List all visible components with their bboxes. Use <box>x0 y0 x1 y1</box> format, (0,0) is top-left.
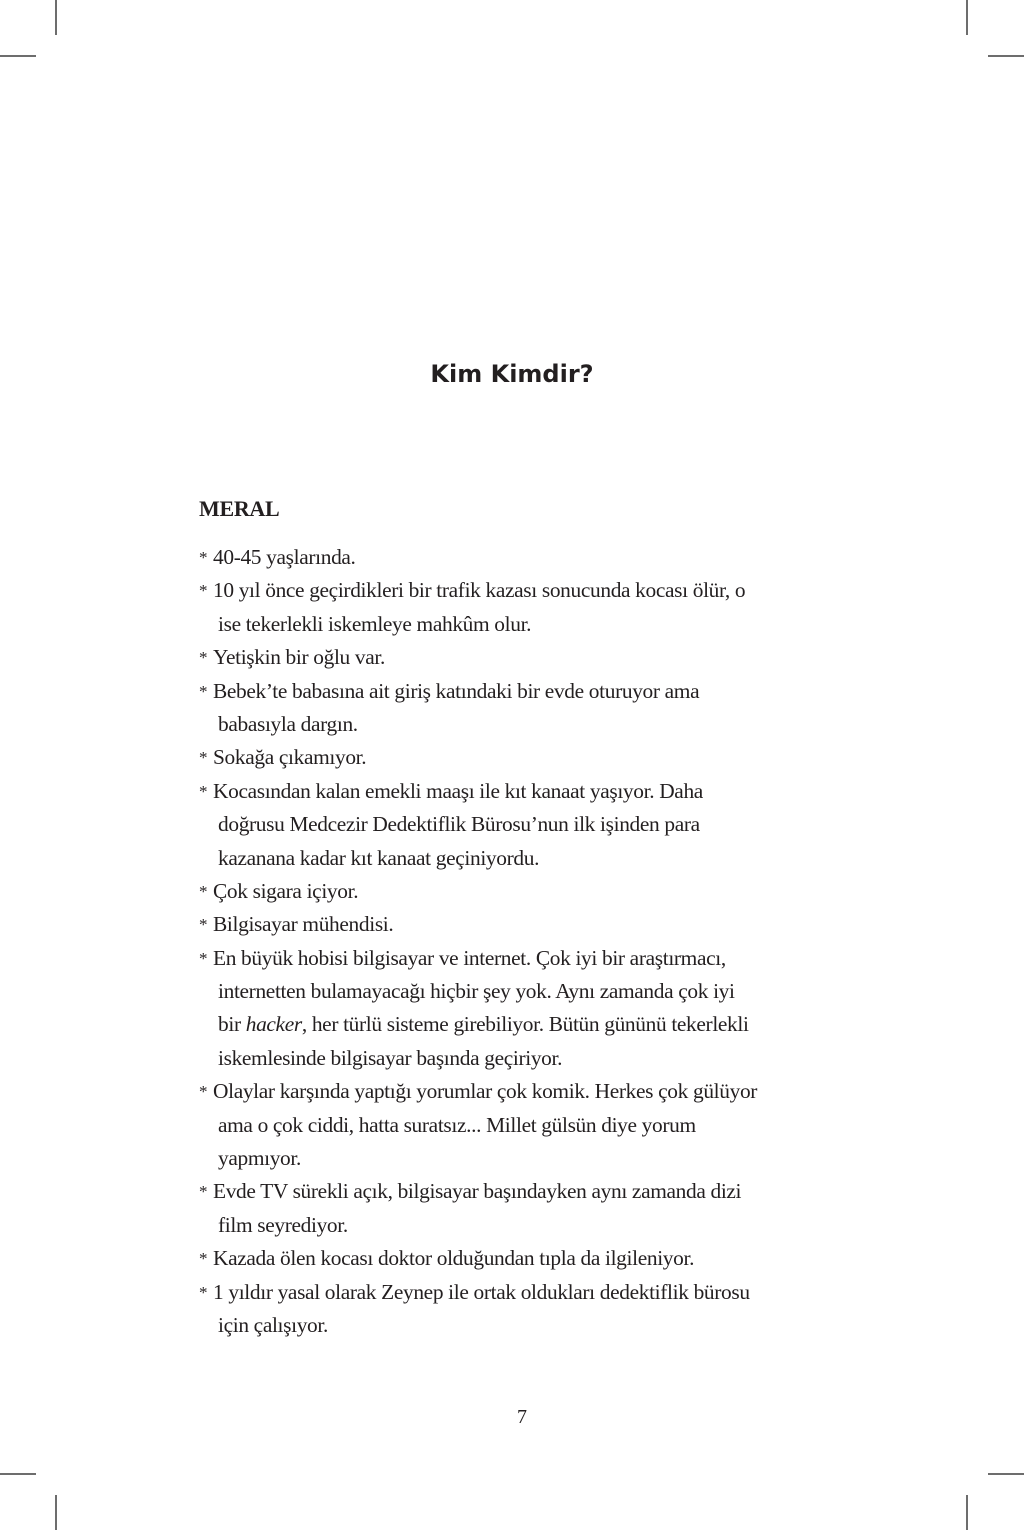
list-item-text <box>213 641 959 674</box>
list-item-text <box>213 1175 959 1242</box>
crop-mark-top-right-horizontal <box>988 55 1024 57</box>
list-item <box>199 675 959 742</box>
list-item-text <box>213 942 959 1076</box>
page-title: Kim Kimdir? <box>430 360 594 388</box>
bullet-asterisk: * <box>199 915 208 935</box>
list-item <box>199 541 959 574</box>
list-item-line: Evde TV sürekli açık, bilgisayar başındayken aynı zamanda dizi <box>213 1179 742 1204</box>
bullet-asterisk: * <box>199 581 208 601</box>
character-traits-list <box>199 541 959 1342</box>
crop-mark-bottom-right-horizontal <box>988 1473 1024 1475</box>
page-number: 7 <box>517 1406 527 1428</box>
list-item-text <box>213 1242 959 1275</box>
list-item-line: ise tekerlekli iskemleye mahkûm olur. <box>218 611 532 636</box>
bullet-asterisk: * <box>199 781 208 801</box>
list-item <box>199 741 959 774</box>
bullet-asterisk: * <box>199 748 208 768</box>
bullet-asterisk: * <box>199 1182 208 1202</box>
list-item-text <box>213 1276 959 1343</box>
list-item-line: Kazada ölen kocası doktor olduğundan tıpla da ilgileniyor. <box>213 1246 695 1271</box>
italic-term: hacker <box>245 1012 302 1037</box>
bullet-asterisk: * <box>199 1082 208 1102</box>
list-item <box>199 908 959 941</box>
line-prefix: bir <box>218 1012 246 1037</box>
list-item-line <box>218 1008 959 1041</box>
bullet-asterisk: * <box>199 881 208 901</box>
list-item-text <box>213 1075 959 1175</box>
list-item-line: doğrusu Medcezir Dedektiflik Bürosu’nun ilk işinden para <box>218 812 700 837</box>
crop-mark-top-left-horizontal <box>0 55 36 57</box>
list-item-line: internetten bulamayacağı hiçbir şey yok. Aynı zamanda çok iyi <box>218 979 735 1004</box>
crop-mark-bottom-left-horizontal <box>0 1473 36 1475</box>
list-item <box>199 1242 959 1275</box>
list-item-line: için çalışıyor. <box>218 1312 328 1337</box>
list-item-text <box>213 908 959 941</box>
list-item-line: Yetişkin bir oğlu var. <box>213 645 385 670</box>
bullet-asterisk: * <box>199 548 208 567</box>
list-item <box>199 574 959 641</box>
list-item-line: iskemlesinde bilgisayar başında geçiriyor. <box>218 1045 563 1070</box>
list-item-line: 40-45 yaşlarında. <box>213 545 356 569</box>
list-item-text <box>213 574 959 641</box>
list-item-line: Olaylar karşında yaptığı yorumlar çok komik. Herkes çok gülüyor <box>213 1079 758 1104</box>
crop-mark-bottom-right-vertical <box>966 1495 968 1530</box>
list-item-line: ama o çok ciddi, hatta suratsız... Millet gülsün diye yorum <box>218 1112 696 1137</box>
list-item-text <box>213 541 959 574</box>
list-item-line: 1 yıldır yasal olarak Zeynep ile ortak oldukları dedektiflik bürosu <box>213 1279 750 1304</box>
bullet-asterisk: * <box>199 648 208 668</box>
list-item-line: En büyük hobisi bilgisayar ve internet. Çok iyi bir araştırmacı, <box>213 945 726 970</box>
section-heading: MERAL <box>199 496 280 521</box>
crop-mark-bottom-left-vertical <box>55 1495 57 1530</box>
list-item-line: Sokağa çıkamıyor. <box>213 745 367 770</box>
bullet-asterisk: * <box>199 1282 208 1302</box>
list-item <box>199 942 959 1076</box>
list-item-line: Çok sigara içiyor. <box>213 878 359 903</box>
list-item <box>199 641 959 674</box>
line-suffix: , her türlü sisteme girebiliyor. Bütün gününü tekerlekli <box>301 1012 749 1037</box>
crop-mark-top-left-vertical <box>55 0 57 35</box>
list-item-text <box>213 875 959 908</box>
bullet-asterisk: * <box>199 948 208 968</box>
list-item-line: film seyrediyor. <box>218 1212 348 1237</box>
list-item-line: babasıyla dargın. <box>218 711 358 736</box>
list-item <box>199 1276 959 1343</box>
list-item-text <box>213 675 959 742</box>
list-item <box>199 1175 959 1242</box>
list-item-line: yapmıyor. <box>218 1146 301 1171</box>
list-item <box>199 875 959 908</box>
list-item-line: 10 yıl önce geçirdikleri bir trafik kazası sonucunda kocası ölür, o <box>213 578 746 603</box>
list-item-text <box>213 741 959 774</box>
list-item-line: kazanana kadar kıt kanaat geçiniyordu. <box>218 845 540 870</box>
list-item-line: Kocasından kalan emekli maaşı ile kıt kanaat yaşıyor. Daha <box>213 778 703 803</box>
bullet-asterisk: * <box>199 1249 208 1269</box>
crop-mark-top-right-vertical <box>966 0 968 35</box>
list-item <box>199 1075 959 1175</box>
list-item-line: Bebek’te babasına ait giriş katındaki bir evde oturuyor ama <box>213 678 700 703</box>
list-item-line: Bilgisayar mühendisi. <box>213 912 394 937</box>
list-item-text <box>213 775 959 875</box>
list-item <box>199 775 959 875</box>
bullet-asterisk: * <box>199 681 208 701</box>
